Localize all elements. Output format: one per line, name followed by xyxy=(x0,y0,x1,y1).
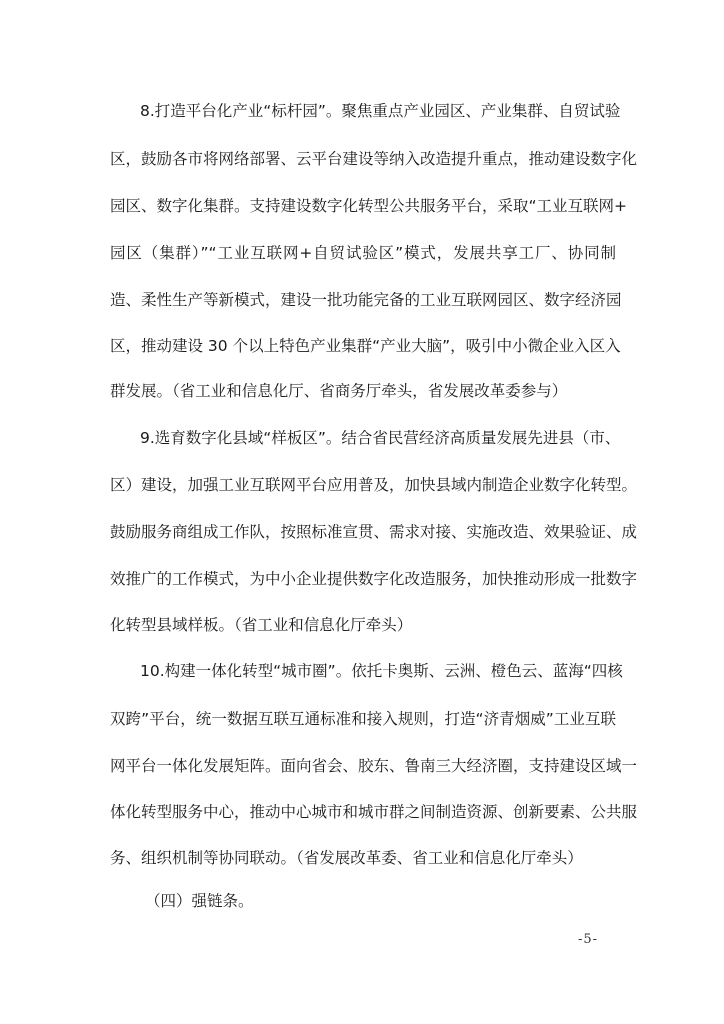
paragraph-8-line-2: 区，鼓励各市将网络部署、云平台建设等纳入改造提升重点，推动建设数字化 xyxy=(110,150,638,168)
paragraph-8-line-4: 园区（集群）”“工业互联网+自贸试验区”模式，发展共享工厂、协同制 xyxy=(110,244,616,262)
paragraph-9-line-3: 鼓励服务商组成工作队，按照标准宣贯、需求对接、实施改造、效果验证、成 xyxy=(110,523,638,541)
paragraph-8-line-1: 8.打造平台化产业“标杆园”。聚焦重点产业园区、产业集群、自贸试验 xyxy=(140,102,621,120)
paragraph-10-line-5: 务、组织机制等协同联动。（省发展改革委、省工业和信息化厅牵头） xyxy=(110,849,583,867)
paragraph-9-line-2: 区）建设，加强工业互联网平台应用普及，加快县域内制造企业数字化转型。 xyxy=(110,476,638,494)
paragraph-8-line-6: 区，推动建设 30 个以上特色产业集群“产业大脑”，吸引中小微企业入区入 xyxy=(110,337,621,355)
paragraph-8-line-3: 园区、数字化集群。支持建设数字化转型公共服务平台，采取“工业互联网+ xyxy=(110,197,628,215)
paragraph-8-line-7: 群发展。（省工业和信息化厅、省商务厅牵头，省发展改革委参与） xyxy=(110,382,568,400)
paragraph-9-line-1: 9.选育数字化县域“样板区”。结合省民营经济高质量发展先进县（市、 xyxy=(140,429,621,447)
paragraph-10-line-4: 体化转型服务中心，推动中心城市和城市群之间制造资源、创新要素、公共服 xyxy=(110,803,638,821)
paragraph-9-line-5: 化转型县域样板。（省工业和信息化厅牵头） xyxy=(110,616,413,634)
section-heading: （四）强链条。 xyxy=(145,892,254,910)
page-number: -5- xyxy=(578,932,599,947)
paragraph-10-line-3: 网平台一体化发展矩阵。面向省会、胶东、鲁南三大经济圈，支持建设区域一 xyxy=(110,757,638,775)
paragraph-10-line-1: 10.构建一体化转型“城市圈”。依托卡奥斯、云洲、橙色云、蓝海“四核 xyxy=(140,662,623,680)
paragraph-8-line-5: 造、柔性生产等新模式，建设一批功能完备的工业互联网园区、数字经济园 xyxy=(110,291,622,309)
paragraph-9-line-4: 效推广的工作模式，为中小企业提供数字化改造服务，加快推动形成一批数字 xyxy=(110,570,638,588)
paragraph-10-line-2: 双跨”平台，统一数据互联互通标准和接入规则，打造“济青烟威”工业互联 xyxy=(110,710,616,728)
